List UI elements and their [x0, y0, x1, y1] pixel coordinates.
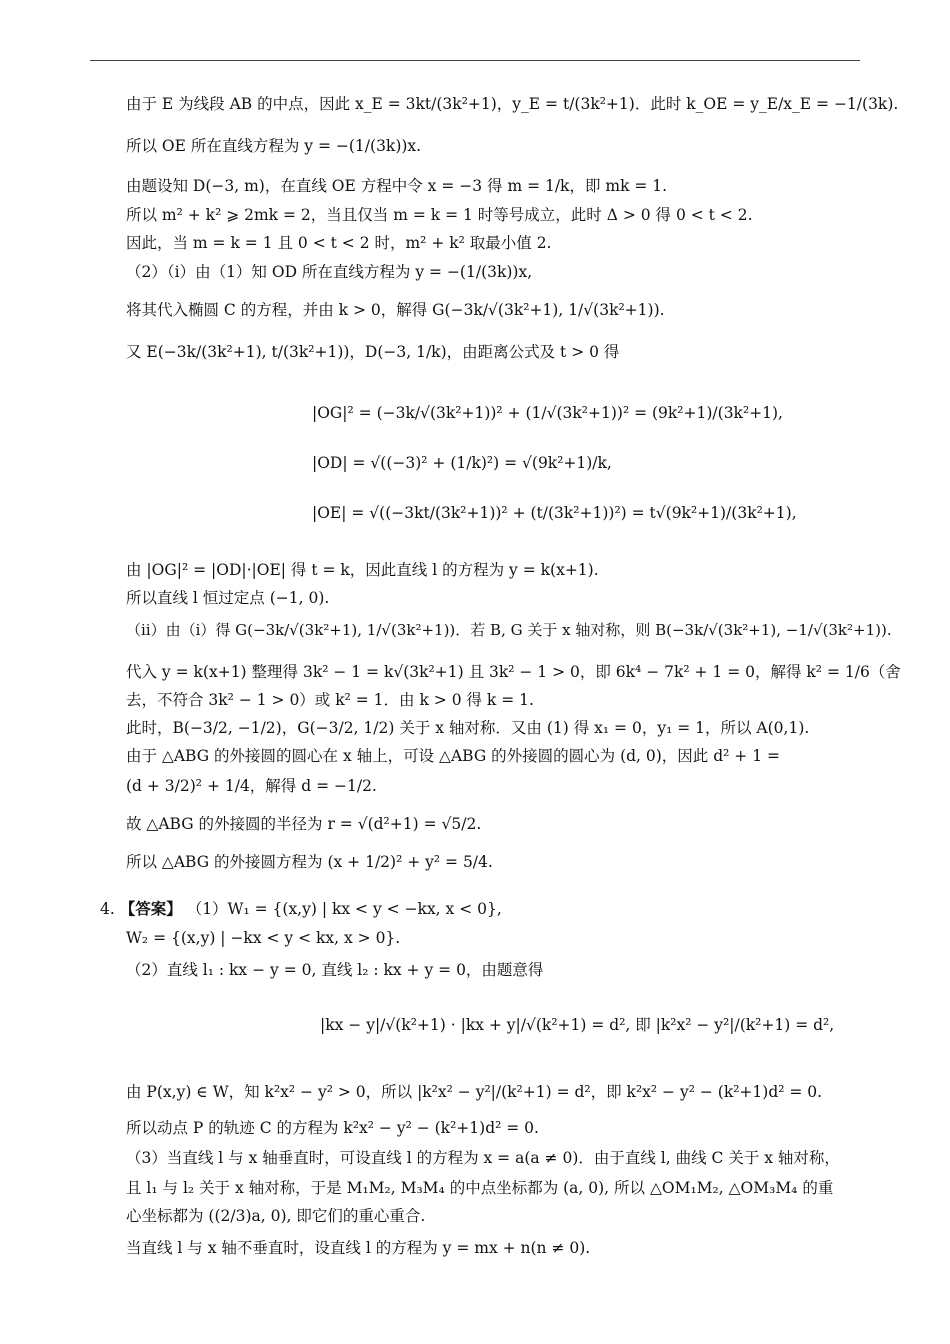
text-line-3: 由题设知 D(−3, m)，在直线 OE 方程中令 x = −3 得 m = 1/k，即 mk = 1.	[126, 177, 668, 195]
equation-od: |OD| = √((−3)² + (1/k)²) = √(9k²+1)/k,	[312, 454, 612, 472]
text-line-13: 去，不符合 3k² − 1 > 0）或 k² = 1．由 k > 0 得 k = 1.	[126, 691, 534, 709]
text-line-6: （2）（ⅰ）由（1）知 OD 所在直线方程为 y = −(1/(3k))x,	[126, 263, 533, 281]
equation-distance: |kx − y|/√(k²+1) · |kx + y|/√(k²+1) = d², 即 |k²x² − y²|/(k²+1) = d²,	[320, 1016, 835, 1034]
text-line-7: 将其代入椭圆 C 的方程，并由 k > 0，解得 G(−3k/√(3k²+1), 1/√(3k²+1)).	[126, 301, 665, 319]
text-line-24: 且 l₁ 与 l₂ 关于 x 轴对称，于是 M₁M₂, M₃M₄ 的中点坐标都为 (a, 0), 所以 △OM₁M₂, △OM₃M₄ 的重	[126, 1179, 834, 1197]
text-line-16: (d + 3/2)² + 1/4，解得 d = −1/2.	[126, 777, 377, 795]
text-line-22: 所以动点 P 的轨迹 C 的方程为 k²x² − y² − (k²+1)d² = 0.	[126, 1119, 539, 1137]
text-line-9: 由 |OG|² = |OD|·|OE| 得 t = k，因此直线 l 的方程为 y = k(x+1).	[126, 561, 599, 579]
answer-tag: 【答案】	[119, 899, 182, 918]
text-line-5: 因此，当 m = k = 1 且 0 < t < 2 时，m² + k² 取最小值 2.	[126, 234, 552, 252]
equation-og: |OG|² = (−3k/√(3k²+1))² + (1/√(3k²+1))² = (9k²+1)/(3k²+1),	[312, 404, 783, 422]
answer-4-line	[100, 899, 502, 919]
equation-oe: |OE| = √((−3kt/(3k²+1))² + (t/(3k²+1))²) = t√(9k²+1)/(3k²+1),	[312, 504, 797, 522]
text-line-18: 所以 △ABG 的外接圆方程为 (x + 1/2)² + y² = 5/4.	[126, 853, 493, 871]
header-rule	[90, 60, 860, 61]
text-line-25: 心坐标都为 ((2/3)a, 0), 即它们的重心重合.	[126, 1207, 426, 1225]
text-line-19: W₂ = {(x,y) | −kx < y < kx, x > 0}.	[126, 929, 401, 947]
text-line-8: 又 E(−3k/(3k²+1), t/(3k²+1))，D(−3, 1/k)，由距离公式及 t > 0 得	[126, 343, 620, 361]
text-line-11: （ⅱ）由（ⅰ）得 G(−3k/√(3k²+1), 1/√(3k²+1))．若 B, G 关于 x 轴对称，则 B(−3k/√(3k²+1), −1/√(3k²+1)).	[126, 621, 892, 639]
text-line-15: 由于 △ABG 的外接圆的圆心在 x 轴上，可设 △ABG 的外接圆的圆心为 (d, 0)，因此 d² + 1 =	[126, 747, 780, 765]
text-line-17: 故 △ABG 的外接圆的半径为 r = √(d²+1) = √5/2.	[126, 815, 482, 833]
text-line-23: （3）当直线 l 与 x 轴垂直时，可设直线 l 的方程为 x = a(a ≠ 0)．由于直线 l, 曲线 C 关于 x 轴对称，	[126, 1149, 840, 1167]
answer-part-1: （1）W₁ = {(x,y) | kx < y < −kx, x < 0},	[186, 900, 502, 918]
text-line-1: 由于 E 为线段 AB 的中点，因此 x_E = 3kt/(3k²+1)，y_E = t/(3k²+1)．此时 k_OE = y_E/x_E = −1/(3k).	[126, 95, 899, 113]
text-line-10: 所以直线 l 恒过定点 (−1, 0).	[126, 589, 330, 607]
text-line-21: 由 P(x,y) ∈ W，知 k²x² − y² > 0，所以 |k²x² − y²|/(k²+1) = d²，即 k²x² − y² − (k²+1)d² = 0.	[126, 1083, 823, 1101]
text-line-2: 所以 OE 所在直线方程为 y = −(1/(3k))x.	[126, 137, 422, 155]
text-line-14: 此时，B(−3/2, −1/2)，G(−3/2, 1/2) 关于 x 轴对称．又由 (1) 得 x₁ = 0，y₁ = 1，所以 A(0,1).	[126, 719, 810, 737]
text-line-12: 代入 y = k(x+1) 整理得 3k² − 1 = k√(3k²+1) 且 3k² − 1 > 0，即 6k⁴ − 7k² + 1 = 0，解得 k² = 1/6（舍	[126, 663, 901, 681]
text-line-26: 当直线 l 与 x 轴不垂直时，设直线 l 的方程为 y = mx + n(n ≠ 0).	[126, 1239, 591, 1257]
text-line-4: 所以 m² + k² ⩾ 2mk = 2，当且仅当 m = k = 1 时等号成立，此时 Δ > 0 得 0 < t < 2.	[126, 206, 753, 224]
answer-number: 4.	[100, 900, 115, 918]
text-line-20: （2）直线 l₁ : kx − y = 0, 直线 l₂ : kx + y = 0，由题意得	[126, 961, 544, 979]
